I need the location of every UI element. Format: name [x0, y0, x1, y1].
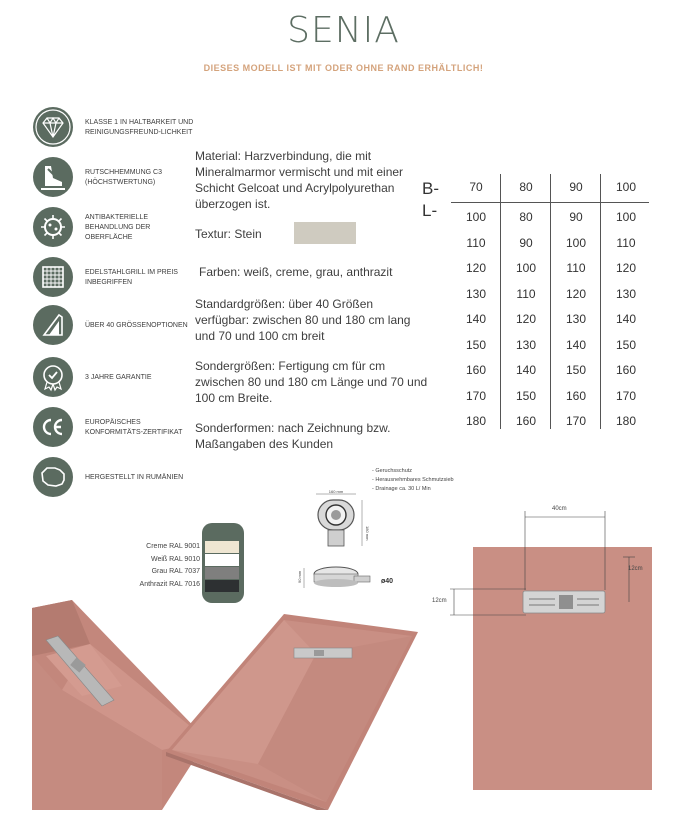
drain-note: - Geruchsschutz [372, 468, 413, 474]
table-cell: 120 [515, 312, 537, 326]
table-cell: 100 [565, 235, 587, 250]
table-cell: 100 [515, 261, 537, 275]
non-slip-foot-icon [32, 156, 74, 198]
table-cell: 150 [615, 337, 637, 352]
table-cell: 160 [615, 363, 637, 377]
table-header-cell: 100 [615, 180, 637, 194]
table-cell: 80 [519, 210, 533, 224]
table-cell: 120 [465, 261, 487, 275]
colors-last: anthrazit [346, 265, 393, 279]
special-sizes-text: Sondergrößen: Fertigung cm für cm zwischen 80 und 180 cm Länge und 70 und 100 cm Breite. [195, 359, 428, 405]
table-cell: 130 [615, 286, 637, 301]
table-cell: 110 [466, 235, 486, 250]
shower-tray-center-view [166, 614, 418, 810]
drain-diameter: ø40 [381, 578, 394, 585]
ral-label-anthrazit: Anthrazit RAL 7016 [139, 580, 200, 588]
table-cell: 160 [515, 414, 537, 428]
plan-right-label: 12cm [628, 566, 643, 572]
table-cell: 90 [519, 235, 533, 250]
feature-text: HERGESTELLT IN RUMÄNIEN [85, 474, 184, 481]
table-cell: 180 [465, 414, 487, 428]
standard-sizes-text: Standardgrößen: über 40 Größen verfügbar: zwischen 80 und 180 cm lang und 70 und 100 cm breit [195, 297, 411, 343]
ral-color-board [202, 523, 244, 603]
table-cell: 110 [566, 261, 586, 275]
length-axis-label: L- [422, 201, 438, 220]
ral-swatch-creme [205, 541, 239, 553]
table-cell: 140 [515, 363, 537, 377]
table-cell: 160 [465, 363, 487, 377]
table-cell: 110 [516, 286, 536, 301]
feature-text: 3 JAHRE GARANTIE [85, 374, 152, 381]
table-cell: 170 [615, 388, 637, 403]
drain-width-label: 160 mm [328, 490, 344, 494]
material-text: Material: Harzverbindung, die mit Mineralmarmor vermischt und mit einer Schicht Gelcoat und Acrylpolyurethan überzogen ist. [195, 149, 404, 211]
drain-note: - Herausnehmbares Schmutzsieb [372, 477, 454, 483]
table-cell: 100 [465, 210, 487, 224]
romania-map-icon [32, 456, 74, 498]
table-cell: 180 [615, 414, 637, 428]
width-axis-label: B- [422, 179, 439, 198]
feature-text: EDELSTAHLGRILL IM PREIS INBEGRIFFEN [85, 269, 178, 286]
table-cell: 140 [465, 312, 487, 326]
feature-ce [32, 406, 192, 450]
table-header-cell: 90 [569, 180, 583, 194]
drain-height-label: 180 mm [365, 526, 370, 541]
plan-left-label: 12cm [432, 598, 447, 604]
texture-text: Textur: Stein [195, 227, 262, 241]
ral-color-labels [120, 541, 200, 591]
table-cell: 120 [565, 286, 587, 301]
table-cell: 130 [565, 312, 587, 326]
table-header-cell: 80 [519, 180, 533, 194]
warranty-badge-icon [32, 356, 74, 398]
stone-texture-swatch [294, 222, 356, 244]
ce-mark-icon [32, 406, 74, 448]
size-axis-labels [422, 178, 439, 222]
table-header-cell: 70 [469, 180, 483, 194]
steel-grill-icon [32, 256, 74, 298]
colors-text [199, 264, 392, 280]
ral-label-creme: Creme RAL 9001 [146, 543, 200, 550]
feature-text: ANTIBAKTERIELLE BEHANDLUNG DER OBERFLÄCHE [85, 214, 151, 241]
table-cell: 140 [565, 337, 587, 352]
ral-label-grau: Grau RAL 7037 [151, 568, 200, 575]
table-cell: 130 [465, 286, 487, 301]
plan-width-label: 40cm [552, 506, 567, 512]
drain-side-label: 90 mm [297, 570, 302, 583]
size-options-icon [32, 304, 74, 346]
feature-slip [32, 156, 192, 200]
ral-label-weiss: Weiß RAL 9010 [150, 555, 200, 563]
feature-grill [32, 256, 192, 300]
drain-note: - Drainage ca. 30 L/ Min [372, 486, 431, 492]
plan-dimension-lines [440, 505, 660, 625]
feature-sizes [32, 304, 192, 348]
table-cell: 150 [465, 337, 487, 352]
feature-antibacterial [32, 206, 192, 250]
table-cell: 110 [616, 235, 636, 250]
table-cell: 130 [515, 337, 537, 352]
feature-text: KLASSE 1 IN HALTBARKEIT UND REINIGUNGSFREUND-LICHKEIT [85, 119, 194, 136]
antibacterial-icon [32, 206, 74, 248]
ral-swatch-weiss [205, 554, 239, 566]
table-cell: 170 [465, 388, 487, 403]
table-cell: 170 [565, 414, 587, 428]
feature-text: ÜBER 40 GRÖSSENOPTIONEN [85, 322, 188, 329]
table-cell: 100 [615, 210, 637, 224]
colors-list: Farben: weiß, creme, grau, [199, 265, 344, 279]
feature-origin [32, 456, 192, 500]
table-cell: 90 [569, 210, 583, 224]
page-subtitle: DIESES MODELL IST MIT ODER OHNE RAND ERHÄLTLICH! [203, 63, 484, 73]
feature-text: EUROPÄISCHES KONFORMITÄTS-ZERTIFIKAT [85, 419, 183, 436]
table-cell: 150 [515, 388, 537, 403]
diamond-icon [32, 106, 74, 148]
feature-durability [32, 106, 192, 150]
feature-text: RUTSCHHEMMUNG C3 (HÖCHSTWERTUNG) [85, 169, 162, 186]
feature-warranty [32, 356, 192, 400]
ral-swatch-anthrazit [205, 580, 239, 592]
page-title: SENIA [287, 10, 400, 51]
table-cell: 120 [615, 261, 637, 275]
table-cell: 160 [565, 388, 587, 403]
special-shapes-text: Sonderformen: nach Zeichnung bzw. Maßangaben des Kunden [195, 421, 391, 451]
ral-swatch-grau [205, 567, 239, 579]
table-cell: 150 [565, 363, 587, 377]
table-cell: 140 [615, 312, 637, 326]
